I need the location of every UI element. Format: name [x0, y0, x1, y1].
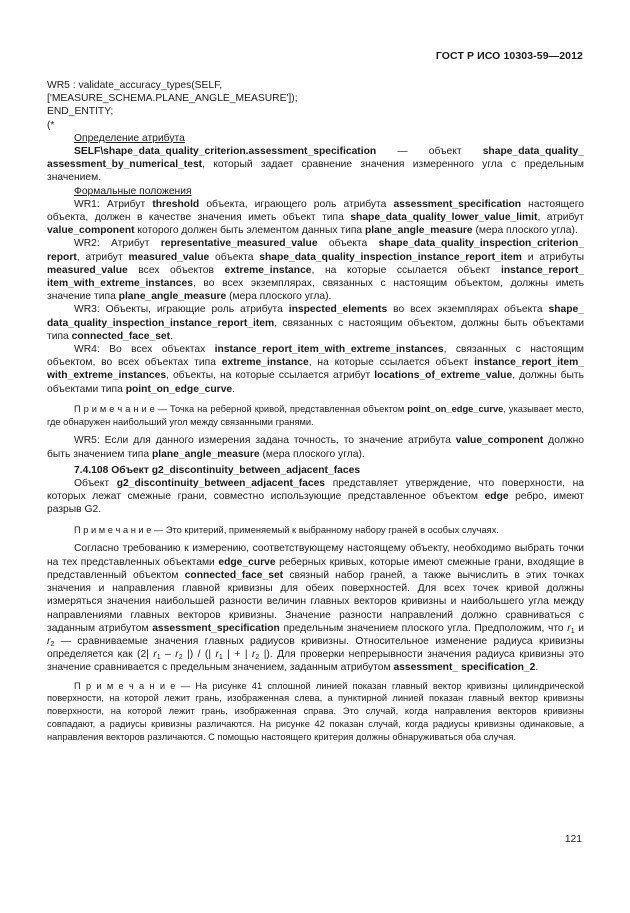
note-criterion: П р и м е ч а н и е — Это критерий, применяемый к выбранному набору граней в особых случаях.	[74, 524, 499, 535]
rule-wr2: WR2: Атрибут representative_measured_value объекта shape_data_quality_inspection_criterion_ report, атрибут measured_value объекта shape_data_quality_inspection_instance_report_item и атрибуты measured_value всех объектов extreme_instance, на которые ссылается объект instance_report_ item_with_extreme_instances, во всех экземплярах, связанных с настоящим объектом, должны иметь значение типа plane_angle_measure (мера плоского угла).	[47, 238, 584, 303]
definition-heading: Определение атрибута	[74, 132, 185, 144]
formal-heading: Формальные положения	[74, 185, 192, 197]
section-heading: 7.4.108 Объект g2_discontinuity_between_adjacent_faces	[74, 464, 361, 476]
rule-wr1: WR1: Атрибут threshold объекта, играющего роль атрибута assessment_specification настоящего объекта, должен в качестве значения иметь объект типа shape_data_quality_lower_value_limit, атрибут value_component которого должен быть элементом данных типа plane_angle_measure (мера плоского угла).	[47, 198, 584, 237]
page-content	[47, 79, 584, 750]
code-line: ['MEASURE_SCHEMA.PLANE_ANGLE_MEASURE']);	[47, 93, 298, 105]
code-line: END_ENTITY;	[47, 106, 114, 118]
rule-wr3: WR3: Объекты, играющие роль атрибута inspected_elements во всех экземплярах объекта shape_ data_quality_inspection_instance_report_item, связанных с настоящим объектом, должны быть объектами типа connected_face_set.	[47, 304, 584, 342]
rule-wr4: WR4: Во всех объектах instance_report_item_with_extreme_instances, связанных с настоящим объектом, во всех объектах типа extreme_instance, на которые ссылается объект instance_report_item_ with_extreme_instances, объекты, на которые ссылается атрибут locations_of_extreme_value, должны быть объектами типа point_on_edge_curve.	[47, 344, 584, 395]
page-number: 121	[564, 834, 582, 845]
rule-wr5: WR5: Если для данного измерения задана точность, то значение атрибута value_component должно быть значением типа plane_angle_measure (мера плоского угла).	[47, 435, 584, 460]
code-line: (*	[47, 119, 55, 131]
code-line: WR5 : validate_accuracy_types(SELF,	[47, 80, 223, 91]
standard-header: ГОСТ Р ИСО 10303-59—2012	[435, 50, 583, 62]
note-figures: П р и м е ч а н и е — На рисунке 41 сплошной линией показан главный вектор кривизны цилиндрической поверхности, на которой лежит грань, изображенная слева, а пунктирной линией показан главный вектор кривизны поверхности, на которой лежит грань, изображенная справа. Это случай, когда направления векторов кривизны совпадают, а радиусы кривизны различаются. На рисунке 42 показан случай, когда радиусы кривизны одинаковые, а направления векторов различаются. С помощью настоящего критерия должны обнаруживаться оба случая.	[47, 680, 584, 742]
intro-paragraph: Объект g2_discontinuity_between_adjacent_faces представляет утверждение, что поверхности, на которых лежат смежные грани, совместно использующие представленное объектом edge ребро, имеют разрыв G2.	[47, 478, 585, 516]
definition-paragraph: SELF\shape_data_quality_criterion.assessment_specification — объект shape_data_quality_ assessment_by_numerical_test, который задает сравнение значения измеренного угла с предельным значением.	[47, 146, 584, 184]
note-point-on-edge: П р и м е ч а н и е — Точка на реберной кривой, представленная объектом point_on_edge_curve, указывает место, где обнаружен наибольший угол между связанными гранями.	[47, 403, 584, 427]
body-paragraph: Согласно требованию к измерению, соответствующему настоящему объекту, необходимо выбрать точки на тех представленных объектами edge_curve реберных кривых, которые имеют смежные грани, входящие в представленный объектом connected_face_set связный набор граней, а также вычислить в этих точках значения и направления главной кривизны для обеих поверхностей. Для всех точек кривой должны измеряться значения наибольшей разности величин главных векторов кривизны и наибольшего угла между направлениями главных векторов кривизны. Значение разности направлений должно сравниваться с заданным атрибутом assessment_specification предельным значением плоского угла. Предположим, что $r_1$ и $r_2$ — сравниваемые значения главных радиусов кривизны. Относительное изменение радиуса кривизны определяется как (2| $r_1 - r_2$ |) / (| $r_1$ | + | $r_2$ |). Для проверки непрерывности значения радиуса кривизны это значение сравнивается с предельным значением, заданным атрибутом assessment_ specification_2.	[47, 543, 585, 674]
